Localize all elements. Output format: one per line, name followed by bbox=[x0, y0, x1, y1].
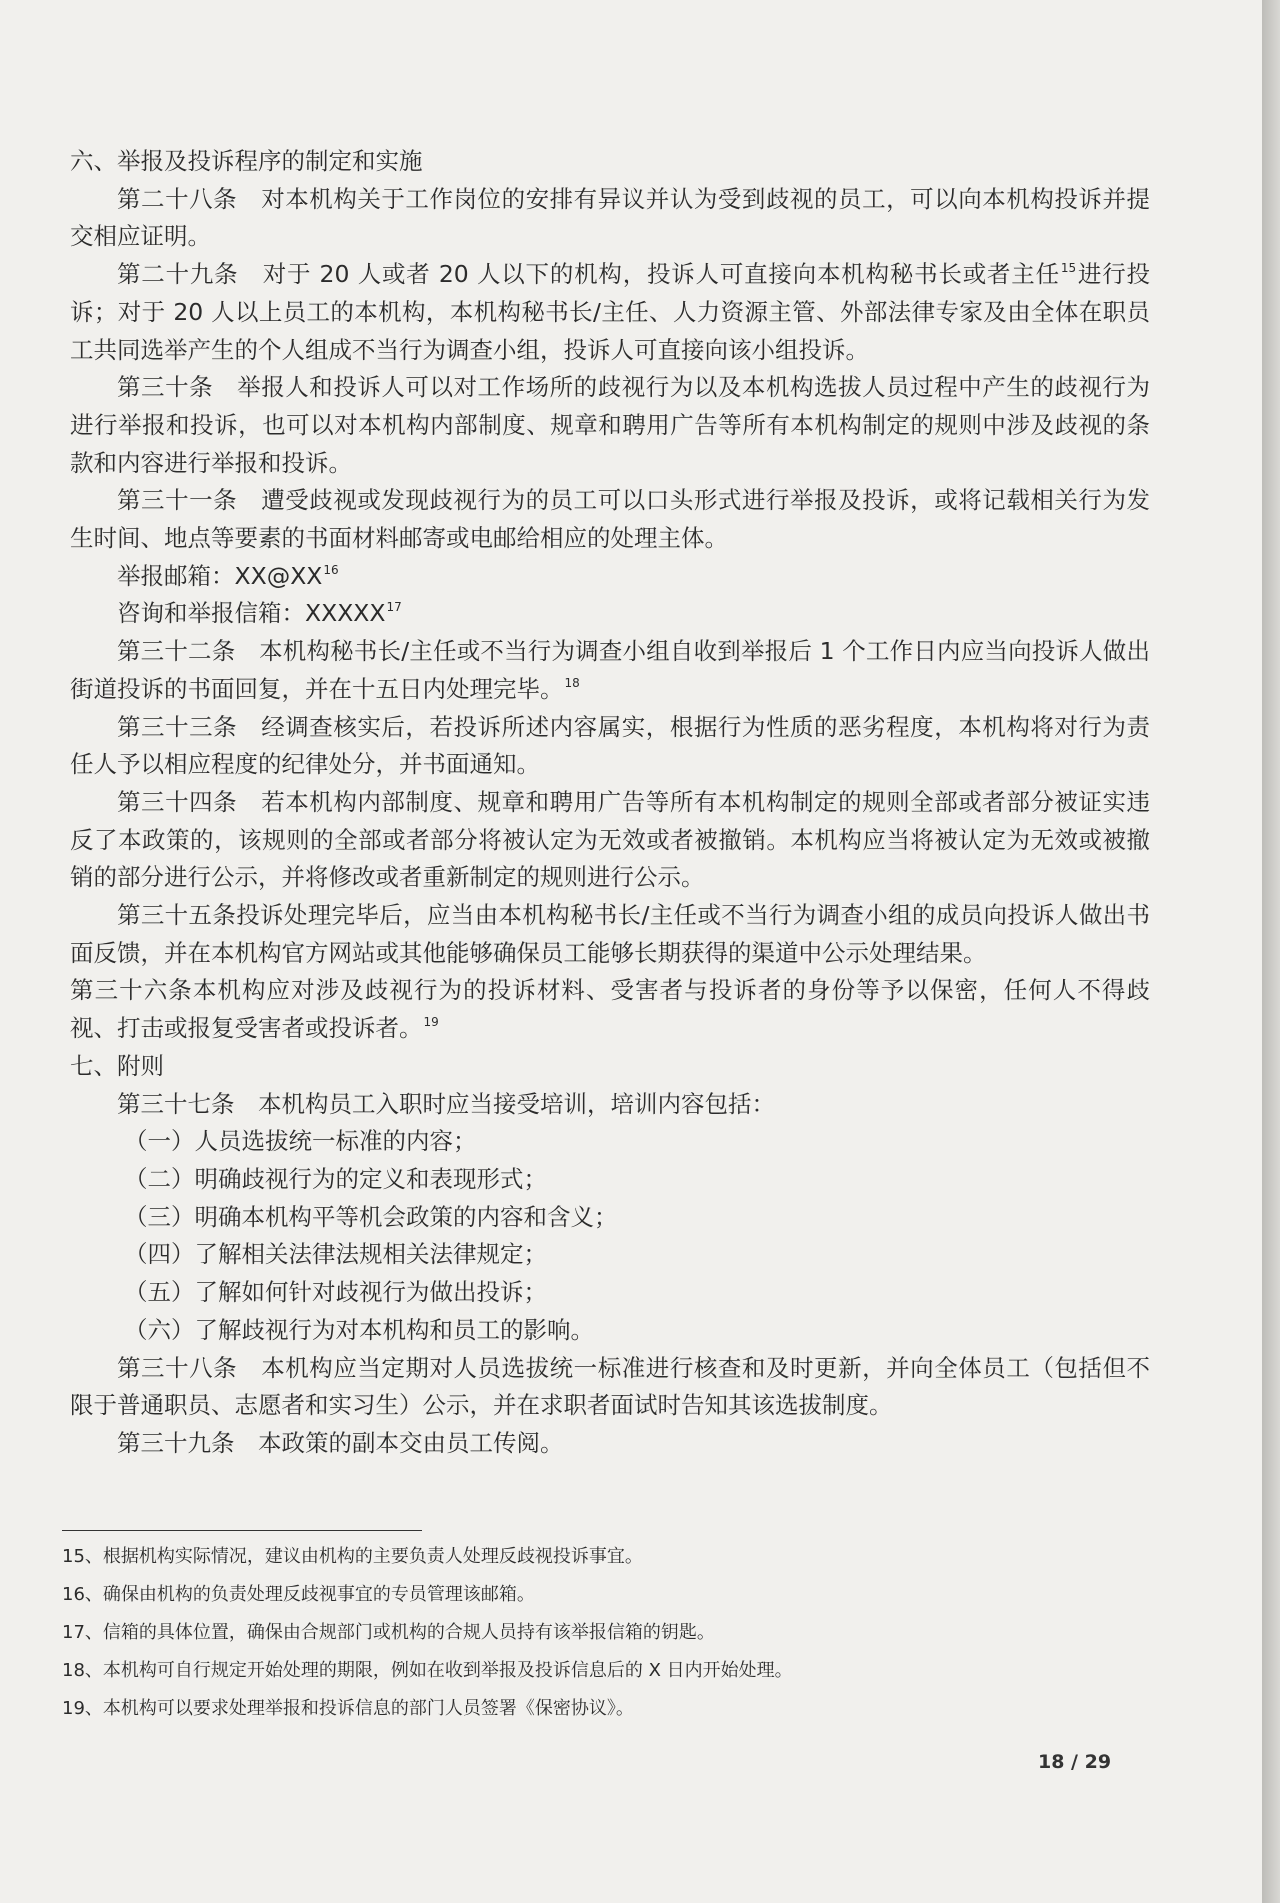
training-item: （四）了解相关法律法规相关法律规定； bbox=[124, 1240, 547, 1269]
page-number: 18 / 29 bbox=[1038, 1751, 1112, 1773]
article-39: 第三十九条 本政策的副本交由员工传阅。 bbox=[117, 1428, 564, 1457]
training-item: （二）明确歧视行为的定义和表现形式； bbox=[124, 1164, 547, 1193]
footnote-16: 16、确保由机构的负责处理反歧视事宜的专员管理该邮箱。 bbox=[62, 1584, 535, 1605]
footnote-ref-19: 19 bbox=[423, 1015, 439, 1030]
article-29 bbox=[70, 256, 1150, 369]
section-heading-six: 六、举报及投诉程序的制定和实施 bbox=[70, 147, 423, 175]
footnote-ref-16: 16 bbox=[323, 562, 339, 577]
article-32-text: 第三十二条 本机构秘书长/主任或不当行为调查小组自收到举报后 1 个工作日内应当向投诉人做出街道投诉的书面回复，并在十五日内处理完毕。 bbox=[70, 637, 1150, 703]
footnote-15: 15、根据机构实际情况，建议由机构的主要负责人处理反歧视投诉事宜。 bbox=[62, 1546, 643, 1567]
training-item: （六）了解歧视行为对本机构和员工的影响。 bbox=[124, 1315, 594, 1344]
page-edge-shadow bbox=[1262, 0, 1280, 1903]
report-mailbox-text: 咨询和举报信箱：XXXXX bbox=[117, 599, 386, 628]
article-38: 第三十八条 本机构应当定期对人员选拔统一标准进行核查和及时更新，并向全体员工（包括但不限于普通职员、志愿者和实习生）公示，并在求职者面试时告知其该选拔制度。 bbox=[70, 1353, 1150, 1420]
footnote-18: 18、本机构可自行规定开始处理的期限，例如在收到举报及投诉信息后的 X 日内开始处理。 bbox=[62, 1660, 793, 1681]
article-37: 第三十七条 本机构员工入职时应当接受培训，培训内容包括： bbox=[117, 1089, 775, 1118]
footnotes bbox=[62, 1538, 1062, 1728]
footnote-ref-17: 17 bbox=[386, 600, 402, 615]
section-heading-seven: 七、附则 bbox=[70, 1051, 164, 1080]
footnote-separator bbox=[62, 1530, 422, 1531]
article-34: 第三十四条 若本机构内部制度、规章和聘用广告等所有本机构制定的规则全部或者部分被证实违反了本政策的，该规则的全部或者部分将被认定为无效或者被撤销。本机构应当将被认定为无效或被撤销的部分进行公示，并将修改或者重新制定的规则进行公示。 bbox=[70, 787, 1150, 892]
document-body bbox=[70, 143, 1150, 1463]
article-29-text-b: 进行投诉；对于 20 人以上员工的本机构，本机构秘书长/主任、人力资源主管、外部法律专家及由全体在职员工共同选举产生的个人组成不当行为调查小组，投诉人可直接向该小组投诉。 bbox=[70, 260, 1151, 364]
footnote-ref-18: 18 bbox=[564, 675, 580, 690]
footnote-ref-15: 15 bbox=[1060, 261, 1077, 276]
training-item: （五）了解如何针对歧视行为做出投诉； bbox=[124, 1278, 547, 1307]
article-32 bbox=[70, 633, 1150, 708]
article-35: 第三十五条投诉处理完毕后，应当由本机构秘书长/主任或不当行为调查小组的成员向投诉人做出书面反馈，并在本机构官方网站或其他能够确保员工能够长期获得的渠道中公示处理结果。 bbox=[70, 901, 1150, 967]
report-mailbox bbox=[70, 595, 1150, 633]
training-item: （三）明确本机构平等机会政策的内容和含义； bbox=[124, 1202, 618, 1231]
article-29-text-a: 第二十九条 对于 20 人或者 20 人以下的机构，投诉人可直接向本机构秘书长或者主任 bbox=[117, 260, 1060, 289]
training-item: （一）人员选拔统一标准的内容； bbox=[124, 1127, 477, 1156]
article-36-text: 第三十六条本机构应对涉及歧视行为的投诉材料、受害者与投诉者的身份等予以保密，任何人不得歧视、打击或报复受害者或投诉者。 bbox=[70, 976, 1150, 1043]
article-30: 第三十条 举报人和投诉人可以对工作场所的歧视行为以及本机构选拔人员过程中产生的歧视行为进行举报和投诉，也可以对本机构内部制度、规章和聘用广告等所有本机构制定的规则中涉及歧视的条款和内容进行举报和投诉。 bbox=[70, 373, 1150, 477]
article-31: 第三十一条 遭受歧视或发现歧视行为的员工可以口头形式进行举报及投诉，或将记载相关行为发生时间、地点等要素的书面材料邮寄或电邮给相应的处理主体。 bbox=[70, 486, 1150, 553]
article-36 bbox=[70, 972, 1150, 1047]
report-email-text: 举报邮箱：XX@XX bbox=[117, 561, 323, 590]
report-email bbox=[70, 558, 1150, 596]
article-33: 第三十三条 经调查核实后，若投诉所述内容属实，根据行为性质的恶劣程度，本机构将对行为责任人予以相应程度的纪律处分，并书面通知。 bbox=[70, 712, 1150, 779]
article-28: 第二十八条 对本机构关于工作岗位的安排有异议并认为受到歧视的员工，可以向本机构投诉并提交相应证明。 bbox=[70, 184, 1150, 251]
footnote-19: 19、本机构可以要求处理举报和投诉信息的部门人员签署《保密协议》。 bbox=[62, 1698, 634, 1719]
footnote-17: 17、信箱的具体位置，确保由合规部门或机构的合规人员持有该举报信箱的钥匙。 bbox=[62, 1622, 715, 1643]
